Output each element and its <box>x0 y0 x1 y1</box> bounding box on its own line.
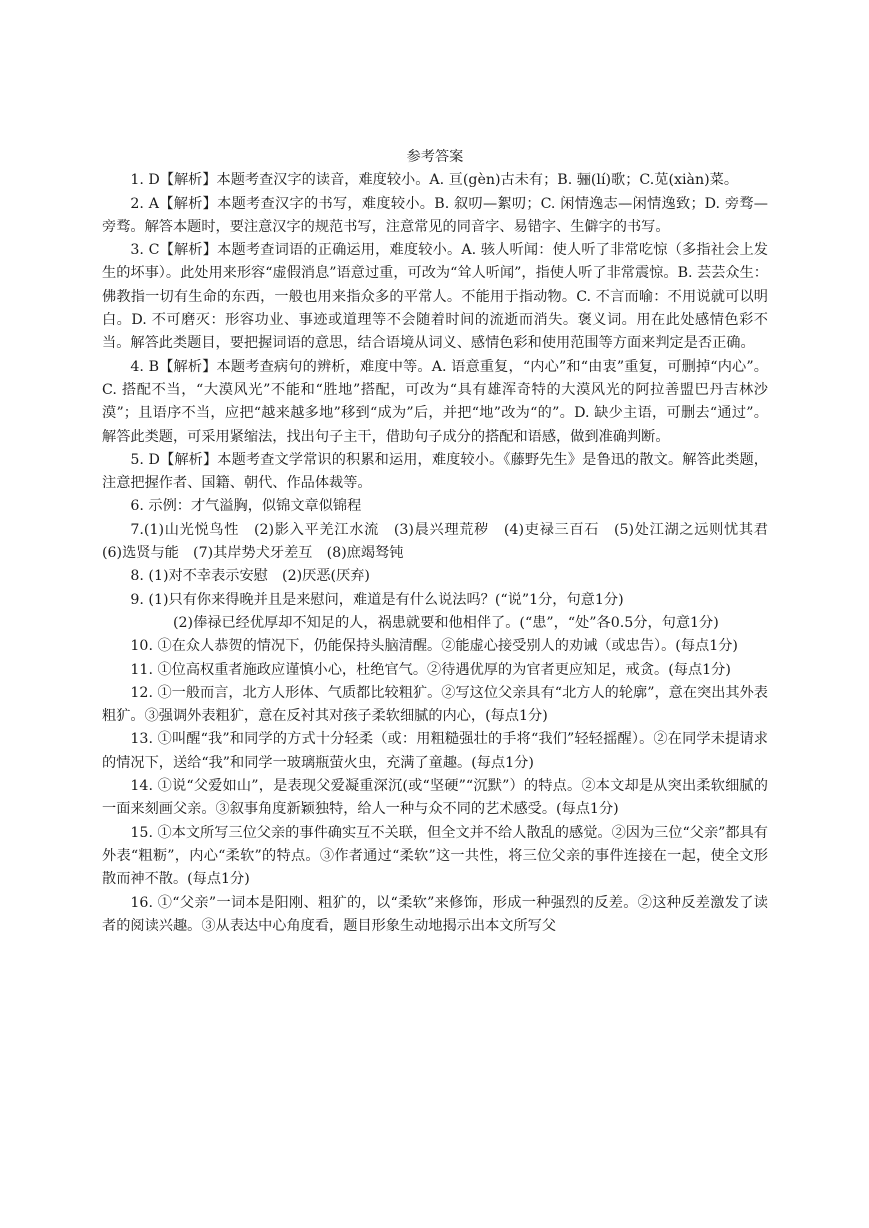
answer-paragraph-p13: 13. ①叫醒“我”和同学的方式十分轻柔（或：用粗糙强壮的手将“我们”轻轻摇醒）。②在同学未提请求的情况下，送给“我”和同学一玻璃瓶萤火虫，充满了童趣。(每点1分) <box>102 731 768 771</box>
answer-paragraph-p14: 14. ①说“父爱如山”，是表现父爱凝重深沉(或“坚硬”“沉默”）的特点。②本文却是从突出柔软细腻的一面来刻画父亲。③叙事角度新颖独特，给人一种与众不同的艺术感受。(每点1分) <box>102 778 768 818</box>
answer-paragraph-p9b: (2)俸禄已经优厚却不知足的人，祸患就要和他相伴了。(“患”，“处”各0.5分，句意1分) <box>173 614 719 631</box>
answer-paragraph-p15: 15. ①本文所写三位父亲的事件确实互不关联，但全文并不给人散乱的感觉。②因为三位“父亲”都具有外表“粗粝”，内心“柔软”的特点。③作者通过“柔软”这一共性，将三位父亲的事件连接在一起，使全文形散而神不散。(每点1分) <box>102 824 768 888</box>
answer-paragraph-p9: 9. (1)只有你来得晚并且是来慰问，难道是有什么说法吗？(“说”1分，句意1分) <box>130 591 624 608</box>
answer-paragraph-p12: 12. ①一般而言，北方人形体、气质都比较粗犷。②写这位父亲具有“北方人的轮廓”，意在突出其外表粗犷。③强调外表粗犷，意在反衬其对孩子柔软细腻的内心，(每点1分) <box>102 684 768 725</box>
answer-paragraph-p4: 4. B【解析】本题考查病句的辨析，难度中等。A. 语意重复，“内心”和“由衷”重复，可删掉“内心”。C. 搭配不当，“大漠风光”不能和“胜地”搭配，可改为“具有雄浑奇特的大漠风光的阿拉善盟巴丹吉林沙漠”；且语序不当，应把“越来越多地”移到“成为”后，并把“地”改为“的”。D. 缺少主语，可删去“通过”。解答此类题，可采用紧缩法，找出句子主干，借助句子成分的搭配和语感，做到准确判断。 <box>102 358 768 445</box>
answer-paragraph-p1: 1. D【解析】本题考查汉字的读音，难度较小。A. 亘(gèn)古未有；B. 骊(lí)歌；C.苋(xiàn)菜。 <box>130 172 739 189</box>
answer-paragraph-p2: 2. A【解析】本题考查汉字的书写，难度较小。B. 叙叨—絮叨；C. 闲情逸志—闲情逸致；D. 旁骛—旁骛。解答本题时，要注意汉字的规范书写，注意常见的同音字、易错字、生僻字的书写。 <box>102 195 768 235</box>
answer-paragraph-p6: 6. 示例：才气溢胸，似锦文章似锦程 <box>130 498 362 515</box>
answer-paragraph-p10: 10. ①在众人恭贺的情况下，仍能保持头脑清醒。②能虚心接受别人的劝诫（或忠告）。(每点1分) <box>130 638 738 655</box>
answer-paragraph-p3: 3. C【解析】本题考查词语的正确运用，难度较小。A. 骇人听闻：使人听了非常吃惊（多指社会上发生的坏事）。此处用来形容“虚假消息”语意过重，可改为“耸人听闻”，指使人听了非常震惊。B. 芸芸众生：佛教指一切有生命的东西，一般也用来指众多的平常人。不能用于指动物。C. 不言而喻：不用说就可以明白。D. 不可磨灭：形容功业、事迹或道理等不会随着时间的流逝而消失。褒义词。用在此处感情色彩不当。解答此类题目，要把握词语的意思，结合语境从词义、感情色彩和使用范围等方面来判定是否正确。 <box>102 242 768 352</box>
answer-paragraph-p5: 5. D【解析】本题考查文学常识的积累和运用，难度较小。《藤野先生》是鲁迅的散文。解答此类题，注意把握作者、国籍、朝代、作品体裁等。 <box>102 451 768 492</box>
answer-list <box>102 169 783 938</box>
answer-paragraph-p11: 11. ①位高权重者施政应谨慎小心，杜绝官气。②待遇优厚的为官者更应知足，戒贪。(每点1分) <box>130 661 731 678</box>
answer-paragraph-p8: 8. (1)对不幸表示安慰 (2)厌恶(厌弃) <box>130 568 370 585</box>
answer-document <box>102 146 783 938</box>
answer-paragraph-p16: 16. ①“父亲”一词本是阳刚、粗犷的，以“柔软”来修饰，形成一种强烈的反差。②这种反差激发了读者的阅读兴趣。③从表达中心角度看，题目形象生动地揭示出本文所写父 <box>102 894 768 934</box>
answer-paragraph-p7: 7.(1)山光悦鸟性 (2)影入平羌江水流 (3)晨兴理荒秽 (4)吏禄三百石 (5)处江湖之远则忧其君 (6)选贤与能 (7)其岸势犬牙差互 (8)庶竭驽钝 <box>102 521 783 562</box>
document-title: 参考答案 <box>406 149 464 165</box>
